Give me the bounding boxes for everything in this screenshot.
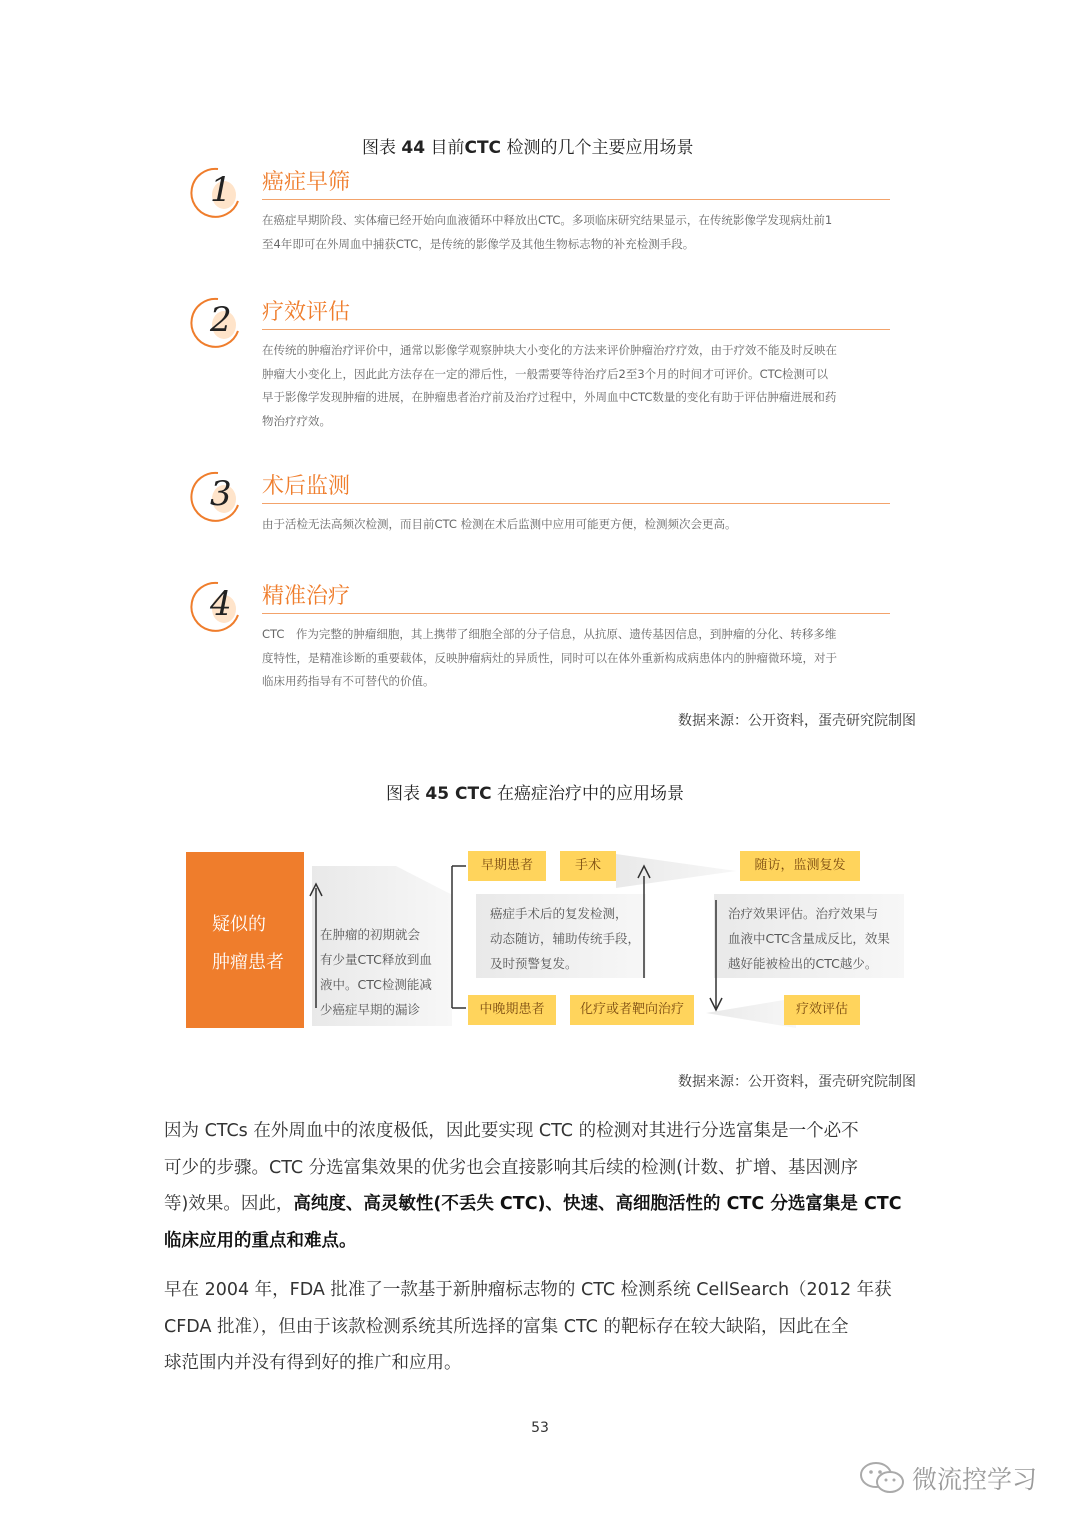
early-detection-note: 在肿瘤的初期就会 有少量CTC释放到血 液中。CTC检测能减 少癌症早期的漏诊 [320,927,432,1017]
chemo-targeted-therapy-tag: 化疗或者靶向治疗 [570,995,694,1025]
number-four-icon [188,577,248,637]
page-number: 53 [531,1420,549,1436]
scenario-description: 在癌症早期阶段、实体瘤已经开始向血液循环中释放出CTC。多项临床研究结果显示，在传统影像学发现病灶前1 至4年即可在外周血中捕获CTC，是传统的影像学及其他生物标志物的补充检测手段。 [262,213,833,251]
followup-tag: 随访，监测复发 [740,851,860,881]
scenario-efficacy-evaluation [188,293,890,443]
scenario-heading: 精准治疗 [262,584,351,609]
suspected-patient-box: 疑似的 肿瘤患者 [186,852,304,1028]
scenario-heading: 癌症早筛 [262,170,351,195]
svg-text:1: 1 [210,170,232,210]
number-one-icon [188,163,248,223]
svg-text:2: 2 [210,300,232,340]
paragraph-enrichment: 因为 CTCs 在外周血中的浓度极低，因此要实现 CTC 的检测对其进行分选富集是一个必不 可少的步骤。CTC 分选富集效果的优劣也会直接影响其后续的检测(计数、扩增、基因测序 等)效果。因此，高纯度、高灵敏性(不丢失 CTC)、快速、高细胞活性的 CTC 分选富集是 CTC 临床应用的重点和难点。 [164,1121,902,1251]
heading-rule [262,503,890,504]
paragraph-cellsearch: 早在 2004 年，FDA 批准了一款基于新肿瘤标志物的 CTC 检测系统 CellSearch（2012 年获 CFDA 批准），但由于该款检测系统其所选择的富集 CTC 的靶标存在较大缺陷，因此在全 球范围内并没有得到好的推广和应用。 [164,1280,892,1373]
recurrence-monitoring-note: 癌症手术后的复发检测， 动态随访，辅助传统手段， 及时预警复发。 [490,906,641,971]
efficacy-evaluation-tag: 疗效评估 [784,995,860,1025]
figure-44-title: 图表 44 目前CTC 检测的几个主要应用场景 [362,138,694,158]
ctc-application-diagram [186,848,900,1030]
heading-rule [262,329,890,330]
efficacy-evaluation-note: 治疗效果评估。治疗效果与 血液中CTC含量成反比，效果 越好能被检出的CTC越少。 [728,906,890,971]
figure-45-source: 数据来源：公开资料，蛋壳研究院制图 [678,1074,916,1090]
scenario-postoperative-monitoring [188,467,890,547]
scenario-heading: 疗效评估 [262,300,351,325]
figure-45-title: 图表 45 CTC 在癌症治疗中的应用场景 [386,784,684,804]
scenario-early-screening [188,163,890,263]
svg-text:4: 4 [210,584,232,624]
wechat-logo-icon [858,1460,908,1496]
number-two-icon [188,293,248,353]
number-three-icon [188,467,248,527]
late-patient-tag: 中晚期患者 [468,995,556,1025]
scenario-heading: 术后监测 [262,474,351,499]
heading-rule [262,199,890,200]
svg-text:3: 3 [210,474,232,514]
scenario-description: 由于活检无法高频次检测，而目前CTC 检测在术后监测中应用可能更方便，检测频次会更高。 [262,517,737,531]
heading-rule [262,613,890,614]
scenario-description: 在传统的肿瘤治疗评价中，通常以影像学观察肿块大小变化的方法来评价肿瘤治疗疗效，由于疗效不能及时反映在 肿瘤大小变化上，因此此方法存在一定的滞后性，一般需要等待治疗后2至3个月的时间才可评价。CTC检测可以 早于影像学发现肿瘤的进展，在肿瘤患者治疗前及治疗过程中，外周血中CTC数量的变化有助于评估肿瘤进展和药 物治疗疗效。 [262,343,837,428]
figure-44-source: 数据来源：公开资料，蛋壳研究院制图 [678,713,916,729]
surgery-tag: 手术 [560,851,616,881]
watermark-text: 微流控学习 [912,1465,1038,1494]
early-patient-tag: 早期患者 [468,851,546,881]
scenario-precision-therapy [188,577,890,702]
scenario-description: CTC 作为完整的肿瘤细胞，其上携带了细胞全部的分子信息，从抗原、遗传基因信息，到肿瘤的分化、转移多维 度特性，是精准诊断的重要载体，反映肿瘤病灶的异质性，同时可以在体外重新构成病患体内的肿瘤微环境，对于 临床用药指导有不可替代的价值。 [262,627,837,688]
